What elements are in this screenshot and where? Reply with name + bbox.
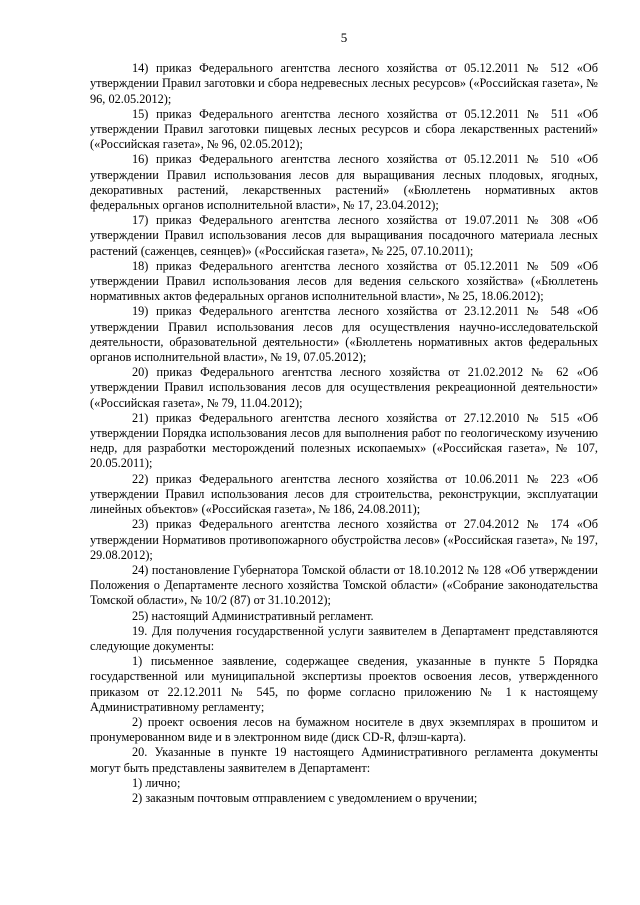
paragraph: 2) проект освоения лесов на бумажном носителе в двух экземплярах в прошитом и пронумерованном виде и в электронном виде (диск CD-R, флэш-карта). bbox=[90, 714, 598, 745]
paragraph: 1) письменное заявление, содержащее сведения, указанные в пункте 5 Порядка государственной или муниципальной экспертизы проектов освоения лесов, утвержденного приказом от 22.12.2011 № 545, по форме согласно приложению № 1 к настоящему Административному регламенту; bbox=[90, 654, 598, 714]
paragraph: 16) приказ Федерального агентства лесного хозяйства от 05.12.2011 № 510 «Об утверждении Правил использования лесов для выращивания лесных плодовых, ягодных, декоративных растений, лекарственных растений» («Бюллетень нормативных актов федеральных органов исполнительной власти», № 17, 23.04.2012); bbox=[90, 152, 598, 213]
paragraph: 15) приказ Федерального агентства лесного хозяйства от 05.12.2011 № 511 «Об утверждении Правил заготовки пищевых лесных ресурсов и сбора лекарственных растений» («Российская газета», № 96, 02.05.2012); bbox=[90, 106, 598, 152]
paragraph: 23) приказ Федерального агентства лесного хозяйства от 27.04.2012 № 174 «Об утверждении Нормативов противопожарного обустройства лесов» («Российская газета», № 197, 29.08.2012); bbox=[90, 517, 598, 562]
paragraph: 14) приказ Федерального агентства лесного хозяйства от 05.12.2011 № 512 «Об утверждении Правил заготовки и сбора недревесных лесных ресурсов» («Российская газета», № 96, 02.05.2012); bbox=[90, 61, 598, 106]
paragraph: 20) приказ Федерального агентства лесного хозяйства от 21.02.2012 № 62 «Об утверждении Правил использования лесов для осуществления рекреационной деятельности» («Российская газета», № 79, 11.04.2012); bbox=[90, 365, 598, 410]
paragraph: 1) лично; bbox=[132, 775, 181, 790]
document-body bbox=[90, 61, 598, 806]
paragraph: 2) заказным почтовым отправлением с уведомлением о вручении; bbox=[132, 790, 478, 805]
paragraph: 19) приказ Федерального агентства лесного хозяйства от 23.12.2011 № 548 «Об утверждении Правил использования лесов для осуществления научно-исследовательской деятельности, образовательной деятельности» («Бюллетень нормативных актов федеральных органов исполнительной власти», № 19, 07.05.2012); bbox=[90, 304, 598, 365]
paragraph: 24) постановление Губернатора Томской области от 18.10.2012 № 128 «Об утверждении Положения о Департаменте лесного хозяйства Томской области» («Собрание законодательства Томской области», № 10/2 (87) от 31.10.2012); bbox=[90, 562, 598, 608]
paragraph: 17) приказ Федерального агентства лесного хозяйства от 19.07.2011 № 308 «Об утверждении Правил использования лесов для выращивания посадочного материала лесных растений (саженцев, сеянцев)» («Российская газета», № 225, 07.10.2011); bbox=[90, 213, 598, 258]
paragraph: 18) приказ Федерального агентства лесного хозяйства от 05.12.2011 № 509 «Об утверждении Правил использования лесов для ведения сельского хозяйства» («Бюллетень нормативных актов федеральных органов исполнительной власти», № 25, 18.06.2012); bbox=[90, 258, 598, 304]
page-number: 5 bbox=[340, 30, 348, 45]
paragraph: 20. Указанные в пункте 19 настоящего Административного регламента документы могут быть представлены заявителем в Департамент: bbox=[90, 745, 598, 775]
paragraph: 21) приказ Федерального агентства лесного хозяйства от 27.12.2010 № 515 «Об утверждении Порядка использования лесов для выполнения работ по геологическому изучению недр, для разработки месторождений полезных ископаемых» («Российская газета», № 107, 20.05.2011); bbox=[90, 410, 598, 471]
paragraph: 25) настоящий Административный регламент. bbox=[132, 608, 374, 623]
paragraph: 19. Для получения государственной услуги заявителем в Департамент представляются следующие документы: bbox=[90, 623, 598, 653]
paragraph: 22) приказ Федерального агентства лесного хозяйства от 10.06.2011 № 223 «Об утверждении Правил использования лесов для строительства, реконструкции, эксплуатации линейных объектов» («Российская газета», № 186, 24.08.2011); bbox=[90, 471, 598, 517]
